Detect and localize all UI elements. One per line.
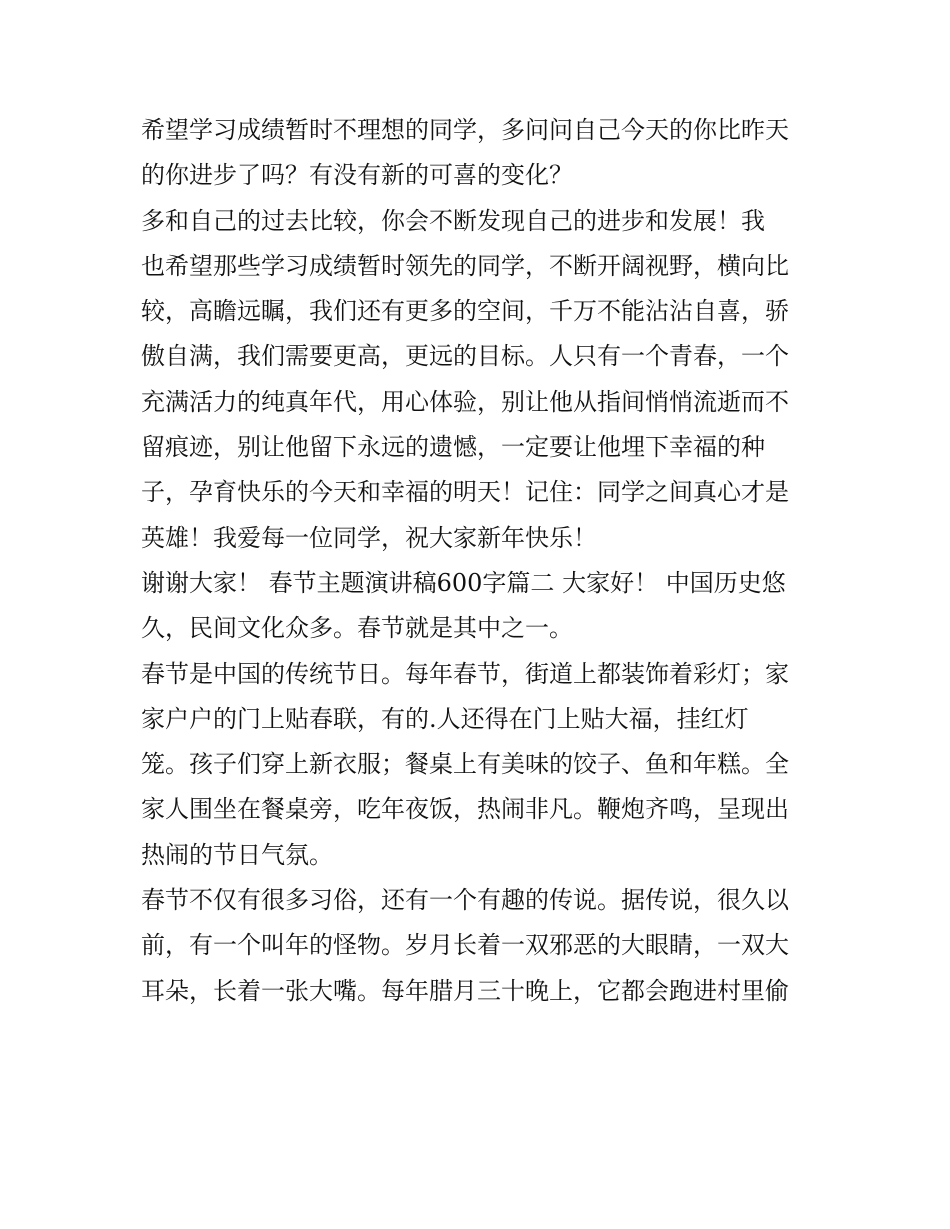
text-line: 英雄！我爱每一位同学，祝大家新年快乐！ [141,523,597,552]
text-line: 较，高瞻远瞩，我们还有更多的空间，千万不能沾沾自喜，骄 [141,297,789,326]
text-line: 热闹的节日气氛。 [141,840,333,869]
document-body [141,108,821,1014]
text-line: 留痕迹，别让他留下永远的遗憾，一定要让他埋下幸福的种 [141,433,765,462]
text-line: 谢谢大家！ 春节主题演讲稿600字篇二 大家好！ 中国历史悠 [141,568,786,597]
text-line: 笼。孩子们穿上新衣服；餐桌上有美味的饺子、鱼和年糕。全 [141,750,789,779]
text-line: 家户户的门上贴春联，有的.人还得在门上贴大福，挂红灯 [141,704,749,733]
text-line: 充满活力的纯真年代，用心体验，别让他从指间悄悄流逝而不 [141,387,789,416]
text-line: 多和自己的过去比较，你会不断发现自己的进步和发展！我 [141,206,765,235]
text-line: 希望学习成绩暂时不理想的同学，多问问自己今天的你比昨天 [141,116,789,144]
text-line: 的你进步了吗？有没有新的可喜的变化？ [141,161,573,190]
text-line: 子，孕育快乐的今天和幸福的明天！记住：同学之间真心才是 [141,478,789,507]
text-line: 春节不仅有很多习俗，还有一个有趣的传说。据传说，很久以 [141,886,789,915]
text-line: 春节是中国的传统节日。每年春节，街道上都装饰着彩灯；家 [141,659,789,688]
text-line: 久，民间文化众多。春节就是其中之一。 [141,614,573,643]
text-line: 家人围坐在餐桌旁，吃年夜饭，热闹非凡。鞭炮齐鸣，呈现出 [141,795,789,824]
text-line: 傲自满，我们需要更高，更远的目标。人只有一个青春，一个 [141,342,789,371]
text-line: 耳朵，长着一张大嘴。每年腊月三十晚上，它都会跑进村里偷 [141,976,789,1005]
text-line: 前，有一个叫年的怪物。岁月长着一双邪恶的大眼睛，一双大 [141,931,789,960]
text-line: 也希望那些学习成绩暂时领先的同学，不断开阔视野，横向比 [141,251,789,280]
